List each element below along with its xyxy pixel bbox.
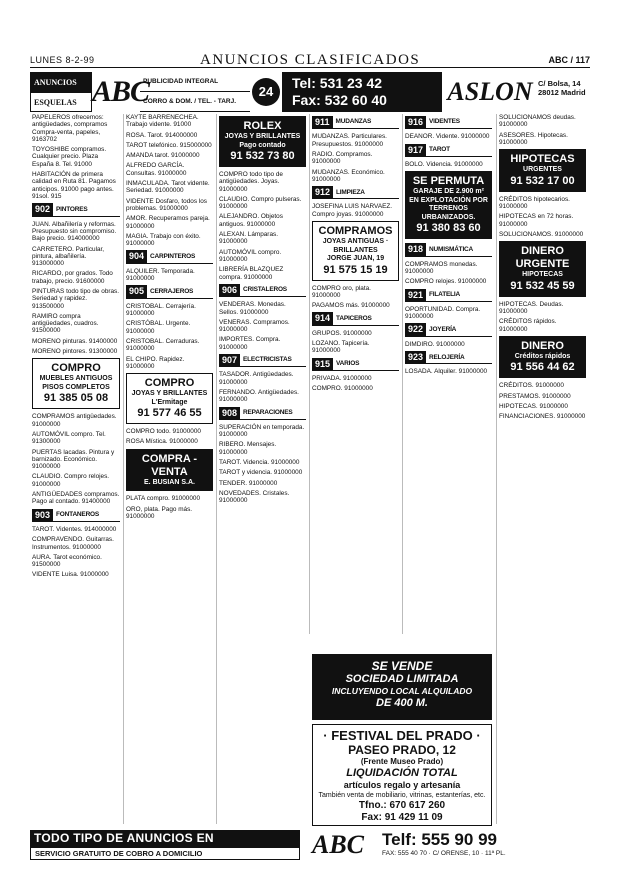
section-number: 917 bbox=[405, 144, 426, 156]
display-ad-box bbox=[499, 336, 586, 379]
classified-ad: PRIVADA. 91000000 bbox=[312, 375, 372, 383]
page-title: ANUNCIOS CLASIFICADOS bbox=[200, 52, 421, 68]
promo-local: INCLUYENDO LOCAL ALQUILADO bbox=[331, 686, 473, 696]
classified-ad: JOSEFINA LUIS NARVAEZ. Compro joyas. 91000000 bbox=[312, 203, 393, 218]
banner-label-esquelas: ESQUELAS bbox=[34, 98, 77, 107]
section-label: TAPICEROS bbox=[336, 314, 372, 322]
classified-ad: PAPELEROS ofrecemos: antigüedades, compramos Compra-venta, papeles, 9163702 bbox=[32, 114, 108, 143]
promo-liquidacion: LIQUIDACIÓN TOTAL bbox=[346, 767, 458, 779]
classified-ad: CRÉDITOS rápidos. 91000000 bbox=[499, 318, 557, 333]
display-ad-line: 91 577 46 55 bbox=[137, 407, 202, 420]
classified-ad: ROSA. Tarot. 914000000 bbox=[126, 131, 198, 139]
footer-tel: Telf: 555 90 99 bbox=[382, 830, 497, 849]
promo-paseo: PASEO PRADO, 12 bbox=[348, 743, 456, 757]
classified-ad: RAMIRO compra antigüedades, cuadros. 91500000 bbox=[32, 312, 99, 335]
section-label: FILATELIA bbox=[429, 290, 460, 298]
classified-ad: MAGIA. Trabajo con éxito. 91000000 bbox=[126, 232, 201, 248]
banner-phone-box bbox=[282, 72, 442, 112]
classified-ad: RICARDO, por grados. Todo trabajo, precio. 91600000 bbox=[32, 270, 113, 285]
footer-line1: TODO TIPO DE ANUNCIOS EN bbox=[30, 830, 300, 847]
section-header bbox=[219, 354, 306, 367]
section-header bbox=[126, 285, 213, 298]
display-ad-line: JOYAS ANTIGUAS · BRILLANTES bbox=[322, 238, 389, 254]
section-number: 914 bbox=[312, 312, 333, 324]
classified-ad: LIBRERÍA BLAZQUEZ compra. 91000000 bbox=[219, 266, 284, 281]
section-header bbox=[312, 358, 399, 371]
display-ad-line: URGENTES bbox=[523, 166, 562, 174]
page-date: LUNES 8-2-99 bbox=[30, 55, 95, 65]
section-number: 902 bbox=[32, 203, 53, 215]
banner-section-labels bbox=[30, 72, 92, 112]
display-ad-line: Créditos rápidos bbox=[514, 352, 571, 360]
classified-ad: TAROT. Videncia. 91000000 bbox=[219, 459, 300, 467]
section-number: 912 bbox=[312, 186, 333, 198]
display-ad-box bbox=[499, 149, 586, 192]
section-label: PINTORES bbox=[56, 205, 88, 213]
classified-ad: PINTURAS todo tipo de obras. Seriedad y rapidez. 913500000 bbox=[32, 287, 120, 310]
top-banner bbox=[30, 72, 590, 112]
classified-ad: MUDANZAS. Particulares. Presupuestos. 91000000 bbox=[312, 133, 387, 148]
classified-ad: CRISTOBAL. Cerraduras. 91000000 bbox=[126, 337, 200, 353]
display-ad-box bbox=[32, 358, 120, 409]
promo-frente: (Frente Museo Prado) bbox=[360, 757, 444, 766]
display-ad-line: DINERO URGENTE bbox=[515, 245, 570, 271]
classified-ad: AUTOMÓVIL compro. Tel. 91300000 bbox=[32, 430, 106, 446]
classified-ad: MORENO pintores. 91300000 bbox=[32, 348, 118, 356]
banner-address-city: 28012 Madrid bbox=[538, 87, 586, 97]
aslon-logo: ASLON bbox=[447, 77, 533, 106]
classified-ad: ALFREDO GARCÍA. Consultas. 91000000 bbox=[126, 162, 187, 177]
section-number: 918 bbox=[405, 243, 426, 255]
classified-ad: VIDENTE Dosfaro, todos los problemas. 91000000 bbox=[126, 197, 207, 212]
section-number: 921 bbox=[405, 289, 426, 301]
classified-ad: TOYOSHIBE compramos. Cualquier precio. Plaza España 8. Tel. 91000 bbox=[32, 146, 107, 168]
section-label: VIDENTES bbox=[429, 118, 460, 126]
classified-ad: AMANDA tarot. 91000000 bbox=[126, 152, 200, 160]
classified-ad: KAYTE BARRENECHEA. Trabajo vidente. 91000 bbox=[126, 114, 199, 129]
promo-festival-box bbox=[312, 724, 492, 826]
display-ad-line: HIPOTECAS bbox=[510, 153, 575, 166]
display-ad-line: Pago contado bbox=[239, 141, 286, 149]
section-number: 906 bbox=[219, 284, 240, 296]
footer-fax: FAX: 555 40 70 · C/ ORENSE, 10 · 11ª PL. bbox=[382, 850, 506, 857]
classified-ad: CARRETERO. Particular, pintura, albañilería. 913000000 bbox=[32, 245, 105, 268]
classified-ad: VENDERAS. Monedas. Sellos. 91000000 bbox=[219, 301, 286, 316]
section-header bbox=[219, 407, 306, 420]
section-label: CARPINTEROS bbox=[150, 252, 196, 260]
classified-ad: FERNANDO. Antigüedades. 91000000 bbox=[219, 388, 299, 404]
promo-sociedad-box bbox=[312, 654, 492, 720]
display-ad-line: GARAJE DE 2.900 m² bbox=[413, 188, 484, 196]
classified-ad: RIBERO. Mensajes. 91000000 bbox=[219, 441, 277, 456]
section-header bbox=[405, 144, 492, 157]
promo-festival: · FESTIVAL DEL PRADO · bbox=[323, 728, 481, 743]
section-label: CERRAJEROS bbox=[150, 287, 194, 295]
classified-ad: AUTOMÓVIL compro. 91000000 bbox=[219, 248, 282, 263]
display-ad-line: 91 532 17 00 bbox=[510, 174, 575, 187]
display-ad-line: DINERO bbox=[521, 339, 564, 352]
classified-ad: SOLUCIONAMOS. 91000000 bbox=[499, 230, 584, 238]
section-header bbox=[32, 203, 120, 216]
classified-ad: VIDENTE Luisa. 91000000 bbox=[32, 571, 109, 579]
classified-ad: COMPRAMOS monedas. 91000000 bbox=[405, 260, 478, 275]
banner-address bbox=[538, 74, 593, 110]
display-ad-box bbox=[499, 241, 586, 297]
promo-tfno: Tfno.: 670 617 260 bbox=[358, 800, 446, 811]
section-header bbox=[405, 289, 492, 302]
display-ad-box bbox=[126, 449, 213, 492]
classified-ad: TENDER. 91000000 bbox=[219, 479, 278, 487]
promo-se-vende: SE VENDE bbox=[371, 659, 433, 673]
classified-ad: ORO, plata. Pago más. 91000000 bbox=[126, 505, 193, 520]
column-1 bbox=[30, 114, 122, 824]
classified-ad: HIPOTECAS. Deudas. 91000000 bbox=[499, 300, 564, 315]
classified-ad: AURA. Tarot económico. 91500000 bbox=[32, 553, 102, 569]
classified-ad: TAROT. Videntes. 914000000 bbox=[32, 525, 117, 533]
classified-ad: ROSA Mística. 91000000 bbox=[126, 438, 198, 446]
classified-ad: COMPRO todo tipo de antigüedades. Joyas. 91000000 bbox=[219, 171, 283, 193]
section-header bbox=[405, 323, 492, 336]
section-label: RELOJERÍA bbox=[429, 353, 465, 361]
classified-ad: CRISTOBAL. Cerrajería. 91000000 bbox=[126, 302, 196, 318]
classified-ad: EL CHIPO. Rapidez. 91000000 bbox=[126, 355, 185, 370]
page-number: ABC / 117 bbox=[548, 55, 590, 65]
display-ad-box bbox=[219, 116, 306, 167]
classified-ad: DIMDIRO. 91000000 bbox=[405, 340, 465, 348]
section-header bbox=[126, 250, 213, 263]
classified-ad: COMPRO relojes. 91000000 bbox=[405, 278, 487, 286]
footer-line2: SERVICIO GRATUITO DE COBRO A DOMICILIO bbox=[30, 847, 300, 860]
classified-ad: RADIO. Compramos. 91000000 bbox=[312, 150, 373, 166]
classified-ad: ALEXAN. Lámparas. 91000000 bbox=[219, 231, 278, 246]
classified-ad: LOSADA. Alquiler. 91000000 bbox=[405, 368, 488, 376]
display-ad-line: SE PERMUTA bbox=[412, 175, 485, 188]
classified-ad: ALQUILER. Temporada. 91000000 bbox=[126, 267, 195, 283]
section-number: 911 bbox=[312, 116, 333, 128]
classified-ad: HABITACIÓN de primera calidad en Ruta 81. Pagamos anticipos. 91000 pago antes. 91sol. 915 bbox=[32, 171, 116, 200]
display-ad-line: JOYAS Y BRILLANTES bbox=[131, 390, 208, 398]
section-number: 907 bbox=[219, 354, 240, 366]
display-ad-line: ROLEX bbox=[243, 120, 282, 132]
classified-ad: HIPOTECAS en 72 horas. 91000000 bbox=[499, 213, 574, 228]
section-label: REPARACIONES bbox=[243, 408, 293, 416]
banner-cobro: CORRO & DOM. / TEL. - TARJ. bbox=[140, 92, 250, 112]
classified-ad: INMACULADA. Tarot vidente. Seriedad. 91000000 bbox=[126, 180, 210, 195]
section-number: 904 bbox=[126, 250, 147, 262]
footer-abc-logo: ABC bbox=[312, 830, 365, 859]
classified-ad: TAROT telefónico. 915000000 bbox=[126, 141, 212, 149]
classified-ad: PLATA compro. 91000000 bbox=[126, 495, 201, 503]
section-label: NUMISMÁTICA bbox=[429, 245, 474, 253]
banner-fax: Fax: 532 60 40 bbox=[292, 92, 387, 108]
display-ad-line: 91 556 44 62 bbox=[510, 361, 575, 374]
section-header bbox=[32, 509, 120, 522]
classified-ad: PAGAMOS más. 91000000 bbox=[312, 302, 390, 310]
column-4 bbox=[309, 114, 401, 634]
classified-ad: SUPERACIÓN en temporada. 91000000 bbox=[219, 423, 305, 439]
classified-ad: COMPRO. 91000000 bbox=[312, 385, 373, 393]
classified-ad: CLAUDIO. Compro relojes. 91000000 bbox=[32, 473, 110, 488]
display-ad-box bbox=[312, 221, 399, 281]
classified-ad: COMPRAMOS antigüedades. 91000000 bbox=[32, 413, 117, 428]
classified-ad: COMPRO todo. 91000000 bbox=[126, 428, 201, 436]
section-header bbox=[219, 284, 306, 297]
classified-ad: TAROT y videncia. 91000000 bbox=[219, 469, 303, 477]
section-number: 916 bbox=[405, 116, 426, 128]
banner-address-street: C/ Bolsa, 14 bbox=[538, 79, 581, 88]
display-ad-line: COMPRO bbox=[144, 377, 195, 390]
section-number: 922 bbox=[405, 323, 426, 335]
classified-ad: MUDANZAS. Económico. 91000000 bbox=[312, 168, 385, 183]
classified-ad: NOVEDADES. Cristales. 91000000 bbox=[219, 489, 290, 505]
display-ad-line: 91 532 73 80 bbox=[230, 150, 295, 162]
section-number: 915 bbox=[312, 358, 333, 370]
classified-ad: MORENO pinturas. 91400000 bbox=[32, 337, 118, 345]
promo-fax: Fax: 91 429 11 09 bbox=[361, 812, 443, 823]
column-3 bbox=[216, 114, 308, 824]
section-header bbox=[405, 116, 492, 129]
classified-ad: AMOR. Recuperamos pareja. 91000000 bbox=[126, 215, 210, 230]
section-header bbox=[312, 186, 399, 199]
classified-ad: SOLUCIONAMOS deudas. 91000000 bbox=[499, 114, 576, 129]
classified-ad: CRISTÓBAL. Urgente. 91000000 bbox=[126, 320, 191, 335]
display-ad-line: HIPOTECAS bbox=[522, 271, 563, 279]
classified-ad: COMPRO oro, plata. 91000000 bbox=[312, 284, 371, 299]
display-ad-line: 91 532 45 59 bbox=[510, 279, 575, 292]
section-header bbox=[312, 312, 399, 325]
classified-ad: COMPRAVENDO. Guitarras. Instrumentos. 91000000 bbox=[32, 536, 114, 551]
display-ad-line: MUEBLES ANTIGUOS bbox=[39, 375, 113, 383]
display-ad-box bbox=[126, 373, 213, 424]
display-ad-line: PISOS COMPLETOS bbox=[42, 383, 110, 391]
display-ad-line: L'Ermitage bbox=[151, 398, 188, 406]
classified-ad: TASADOR. Antigüedades. 91000000 bbox=[219, 371, 294, 386]
display-ad-box bbox=[405, 171, 492, 239]
section-label: MUDANZAS bbox=[335, 118, 372, 126]
section-label: FONTANEROS bbox=[56, 511, 100, 519]
section-label: JOYERÍA bbox=[429, 325, 457, 333]
classified-ad: CRÉDITOS. 91000000 bbox=[499, 382, 564, 390]
display-ad-line: JOYAS Y BRILLANTES bbox=[224, 133, 301, 140]
classified-ad: OPORTUNIDAD. Compra. 91000000 bbox=[405, 305, 481, 321]
classified-ad: ALEJANDRO. Objetos antiguos. 91000000 bbox=[219, 213, 283, 228]
banner-tel: Tel: 531 23 42 bbox=[292, 75, 383, 91]
classified-ad: ANTIGÜEDADES compramos. Pago al contado. 91400000 bbox=[32, 491, 120, 506]
classified-ad: GRUPOS. 91000000 bbox=[312, 329, 372, 337]
section-header bbox=[405, 351, 492, 364]
classified-ad: VENERAS. Compramos. 91000000 bbox=[219, 318, 290, 334]
promo-sociedad: SOCIEDAD LIMITADA bbox=[345, 673, 459, 685]
promo-articulos: artículos regalo y artesanía bbox=[343, 780, 461, 790]
section-header bbox=[312, 116, 399, 129]
promo-tambien: También venta de mobiliario, vitrinas, estanterías, etc. bbox=[318, 792, 486, 799]
display-ad-line: 91 380 83 60 bbox=[416, 222, 481, 235]
section-number: 908 bbox=[219, 407, 240, 419]
section-number: 905 bbox=[126, 285, 147, 297]
promo-precio: DE 400 M. bbox=[376, 697, 428, 709]
section-label: LIMPIEZA bbox=[336, 188, 365, 196]
classified-ad: IMPORTES. Compra. 91000000 bbox=[219, 336, 281, 351]
display-ad-line: COMPRA - VENTA bbox=[141, 452, 198, 478]
classified-ad: ASESORES. Hipotecas. 91000000 bbox=[499, 131, 568, 146]
section-label: VARIOS bbox=[336, 360, 360, 368]
page-footer bbox=[30, 830, 590, 860]
classified-ad: HIPOTECAS. 91000000 bbox=[499, 402, 568, 410]
classified-ad: DEANOR. Vidente. 91000000 bbox=[405, 133, 490, 141]
classified-ad: BOLO. Videncia. 91000000 bbox=[405, 160, 483, 168]
section-header bbox=[405, 243, 492, 256]
display-ad-line: COMPRAMOS bbox=[318, 225, 393, 238]
banner-24h-badge: 24 bbox=[252, 78, 280, 106]
section-label: TAROT bbox=[429, 146, 450, 154]
display-ad-line: COMPRO bbox=[51, 362, 101, 375]
banner-services bbox=[140, 72, 250, 112]
banner-publicidad: PUBLICIDAD INTEGRAL bbox=[140, 72, 250, 92]
column-6 bbox=[496, 114, 588, 824]
classified-ad: CRÉDITOS hipotecarios. 91000000 bbox=[499, 195, 570, 210]
section-label: ELECTRICISTAS bbox=[243, 356, 292, 364]
abc-logo: ABC bbox=[92, 75, 150, 108]
display-ad-line: E. BUSIAN S.A. bbox=[144, 478, 195, 486]
footer-contact bbox=[382, 830, 590, 857]
classified-ad: CLAUDIO. Compro pulseras. 91000000 bbox=[219, 195, 302, 211]
footer-slogan bbox=[30, 830, 300, 860]
classified-ad: FINANCIACIONES. 91000000 bbox=[499, 413, 586, 421]
section-number: 903 bbox=[32, 509, 53, 521]
classified-ad: JUAN. Albañilería y reformas. Presupuesto sin compromiso. Bajo precio. 914000000 bbox=[32, 220, 117, 243]
display-ad-line: 91 575 15 19 bbox=[323, 263, 388, 276]
section-label: CRISTALEROS bbox=[243, 286, 287, 294]
classified-ad: PUERTAS lacadas. Pintura y barnizado. Económico. 91000000 bbox=[32, 448, 115, 471]
section-number: 923 bbox=[405, 351, 426, 363]
classified-ad: LOZANO. Tapicería. 91000000 bbox=[312, 340, 370, 355]
classified-ad: PRESTAMOS. 91000000 bbox=[499, 392, 571, 400]
display-ad-line: EN EXPLOTACIÓN POR TERRENOS URBANIZADOS. bbox=[409, 196, 488, 221]
display-ad-line: JORGE JUAN, 19 bbox=[326, 255, 385, 263]
banner-label-anuncios: ANUNCIOS bbox=[31, 73, 91, 93]
column-5 bbox=[402, 114, 494, 634]
display-ad-line: 91 385 05 08 bbox=[43, 392, 109, 405]
column-2 bbox=[123, 114, 215, 824]
page-header bbox=[30, 52, 590, 68]
